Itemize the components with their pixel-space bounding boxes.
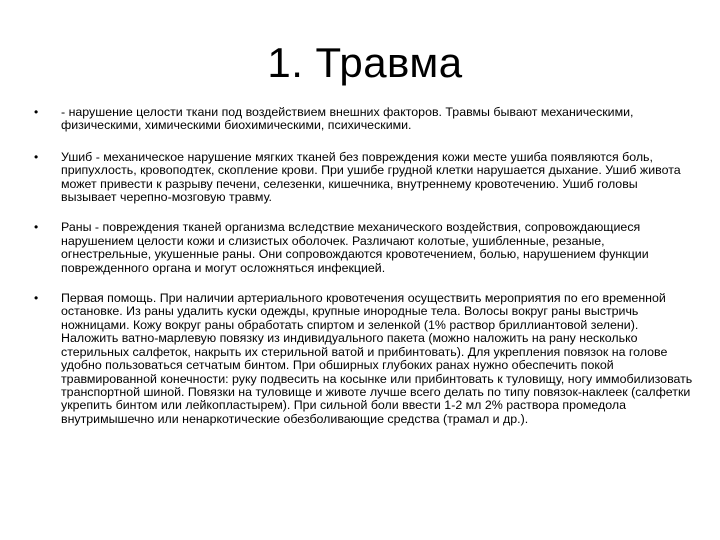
slide-title: 1. Травма	[267, 39, 463, 86]
bullet-item-contusion	[34, 151, 694, 205]
bullet-dot-icon: •	[34, 220, 39, 235]
bullet-dot-icon: •	[34, 291, 39, 306]
bullet-text-contusion: Ушиб - механическое нарушение мягких тканей без повреждения кожи месте ушиба появляются боль, припухлость, кровоподтек, скопление крови. При ушибе грудной клетки нарушается дыхание. Ушиб живота может привести к разрыву печени, селезенки, кишечника, внутреннему кровотечению. Ушиб головы вызывает черепно-мозговую травму.	[61, 149, 681, 205]
bullet-text-wounds: Раны - повреждения тканей организма вследствие механического воздействия, сопровождающиеся нарушением целости кожи и слизистых оболочек. Различают колотые, ушибленные, резаные, огнестрельные, укушенные раны. Они сопровождаются кровотечением, болью, нарушением функции поврежденного органа и могут осложняться инфекцией.	[61, 220, 649, 275]
bullet-item-first-aid	[34, 292, 694, 426]
bullet-text-first-aid: Первая помощь. При наличии артериального кровотечения осуществить мероприятия по его временной остановке. Из раны удалить куски одежды, крупные инородные тела. Волосы вокруг раны выстричь ножницами. Кожу вокруг раны обработать спиртом и зеленкой (1% раствор бриллиантовой зелени). Наложить ватно-марлевую повязку из индивидуального пакета (можно наложить на рану несколько стерильных салфеток, накрыть их стерильной ватой и прибинтовать). Для укрепления повязок на голове удобно пользоваться сетчатым бинтом. При обширных глубоких ранах нужно обеспечить покой травмированной конечности: руку подвесить на косынке или прибинтовать к туловищу, ногу иммобилизовать транспортной шиной. Повязки на туловище и животе лучше всего делать по типу повязок-наклеек (салфетки укрепить бинтом или лейкопластырем). При сильной боли ввести 1-2 мл 2% раствора промедола внутримышечно или ненаркотические обезболивающие средства (трамал и др.).	[61, 291, 693, 426]
bullet-list	[34, 106, 694, 426]
bullet-text-definition: - нарушение целости ткани под воздействием внешних факторов. Травмы бывают механическими, физическими, химическими биохимическими, психическими.	[61, 105, 634, 133]
bullet-dot-icon: •	[34, 105, 39, 119]
bullet-item-definition	[34, 106, 694, 133]
bullet-item-wounds	[34, 221, 694, 275]
bullet-dot-icon: •	[34, 149, 39, 164]
